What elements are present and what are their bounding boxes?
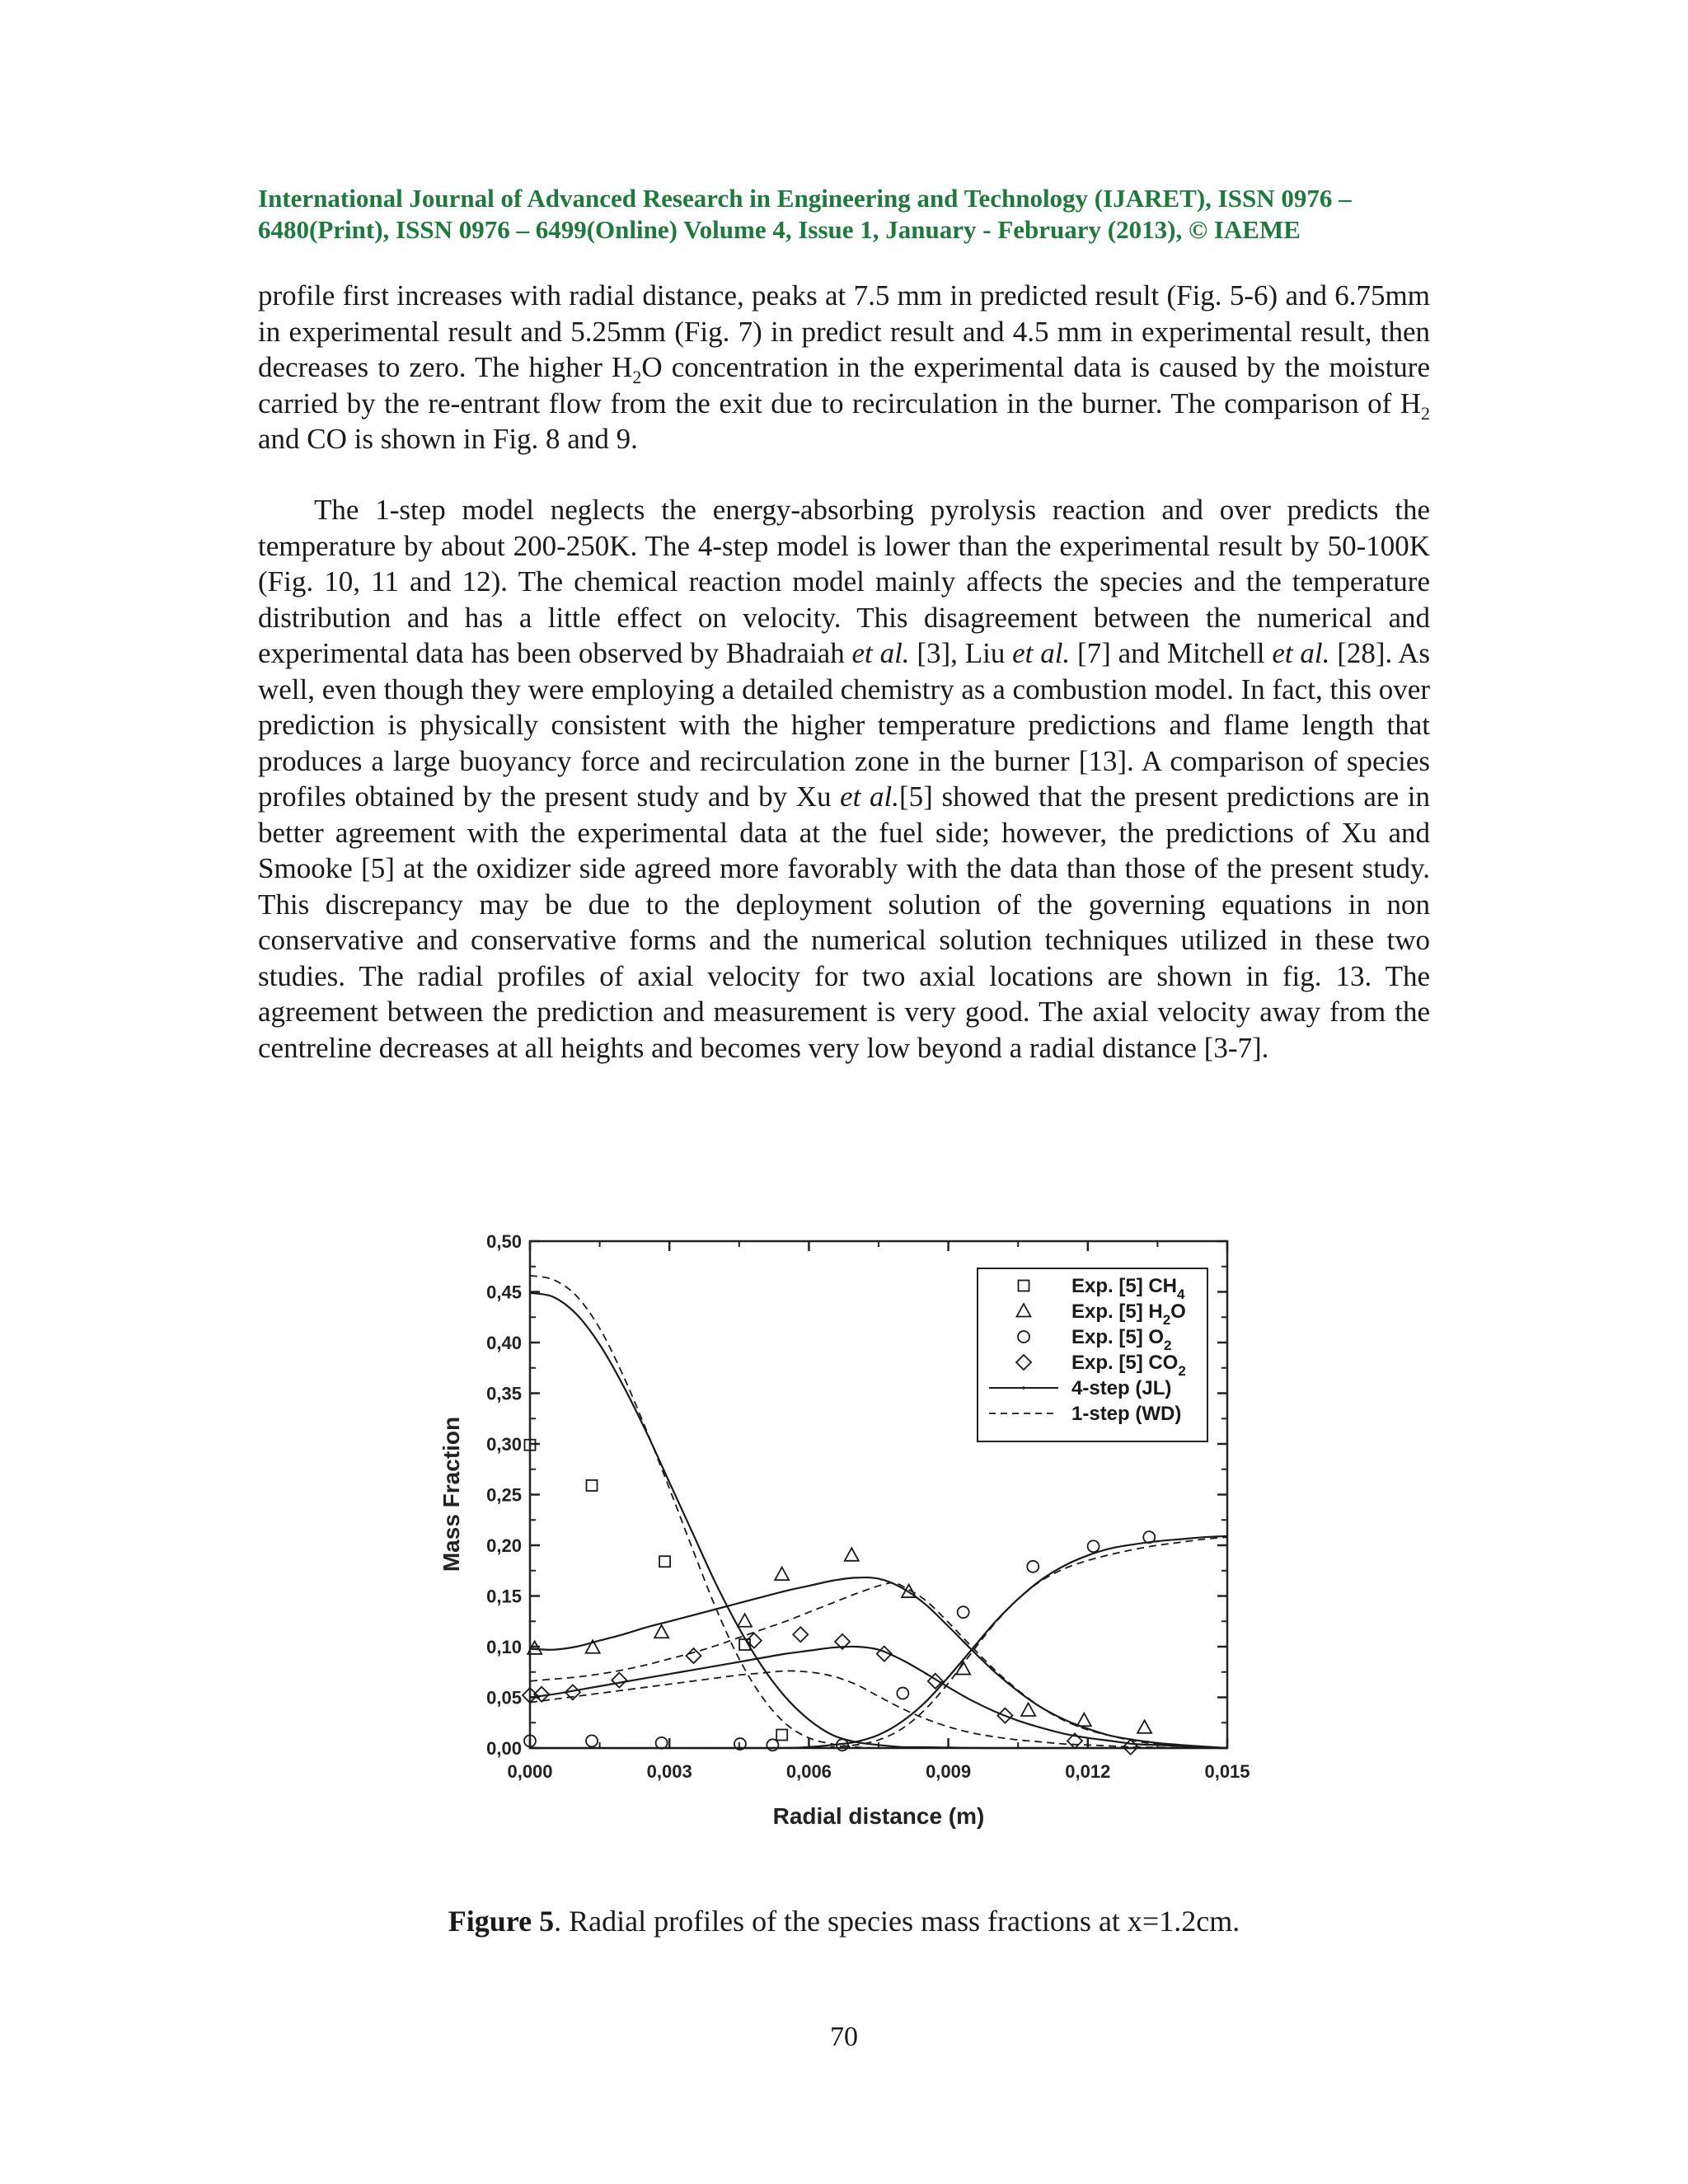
x-tick-label: 0,009	[926, 1761, 972, 1782]
x-tick-label: 0,003	[646, 1761, 692, 1782]
y-tick-label: 0,45	[486, 1282, 522, 1303]
legend-label: Exp. [5] $CO_2$	[1071, 1352, 1186, 1379]
marker-h2o	[1021, 1703, 1035, 1716]
marker-ch4	[659, 1556, 670, 1567]
journal-header	[258, 183, 1430, 246]
paragraph-2-part-b: [3], Liu	[909, 637, 1013, 669]
paragraph-2-part-d: [28]. As well, even though they were employing a detailed chemistry as a combustion model. In fact, this over prediction is physically consistent with the higher temperature predictions and flame length that produces a large buoyancy force and recirculation zone in the burner [13]. A comparison of species profiles obtained by the present study and by Xu	[258, 637, 1431, 813]
legend-label: Exp. [5] $O_2$	[1071, 1326, 1172, 1353]
paragraph-2-part-c: [7] and Mitchell	[1070, 637, 1273, 669]
y-axis-label: Mass Fraction	[438, 1416, 464, 1572]
chart-legend	[978, 1268, 1207, 1441]
marker-ch4	[776, 1730, 787, 1741]
marker-co2	[612, 1673, 626, 1688]
marker-o2	[1088, 1540, 1100, 1552]
marker-h2o	[654, 1625, 668, 1638]
mass-fraction-chart	[429, 1223, 1261, 1837]
y-tick-label: 0,30	[486, 1434, 522, 1455]
legend-label: Exp. [5] $H_2O$	[1071, 1301, 1186, 1328]
marker-o2	[1027, 1561, 1039, 1572]
curve-co2-1-step-wd	[530, 1671, 1227, 1748]
marker-h2o	[845, 1548, 859, 1561]
paragraph-2-part-a: The 1-step model neglects the energy-absorbing pyrolysis reaction and over predicts the temperature by about 200-250K. The 4-step model is lower than the experimental result by 50-100K (Fig. 10, 11 and 12). The chemical reaction model mainly affects the species and the temperature distribution and has a little effect on velocity. This disagreement between the numerical and experimental data has been observed by Bhadraiah	[258, 494, 1430, 669]
h2o-subscript: 2	[632, 367, 642, 387]
x-tick-label: 0,015	[1204, 1761, 1250, 1782]
citation-et-al-liu: et al.	[1012, 637, 1071, 669]
y-tick-label: 0,05	[486, 1687, 522, 1708]
marker-o2	[897, 1688, 908, 1699]
marker-o2	[1143, 1531, 1155, 1543]
y-tick-label: 0,50	[486, 1231, 522, 1252]
paragraph-1	[258, 278, 1430, 457]
citation-et-al-bhadraiah: et al.	[851, 637, 910, 669]
legend-line-dot	[1022, 1386, 1025, 1390]
curve-o2-1-step-wd	[530, 1537, 1227, 1748]
x-tick-label: 0,000	[507, 1761, 553, 1782]
paragraph-2-part-e: [5] showed that the present predictions are in better agreement with the experimental data at the fuel side; however, the predictions of Xu and Smooke [5] at the oxidizer side agreed more favorably with the data than those of the present study. This discrepancy may be due to the deployment solution of the governing equations in non conservative and conservative forms and the numerical solution techniques utilized in these two studies. The radial profiles of axial velocity for two axial locations are shown in fig. 13. The agreement between the prediction and measurement is very good. The axial velocity away from the centreline decreases at all heights and becomes very low beyond a radial distance [3-7].	[258, 780, 1430, 1064]
y-tick-label: 0,40	[486, 1333, 522, 1353]
paragraph-1-part-c: and CO is shown in Fig. 8 and 9.	[258, 423, 638, 455]
figure-caption	[0, 1904, 1688, 1938]
curve-co2-4-step-jl	[530, 1647, 1227, 1748]
figure-caption-label: Figure 5	[448, 1905, 555, 1938]
page-number: 70	[830, 2022, 858, 2052]
legend-label: 1-step (WD)	[1071, 1403, 1182, 1425]
marker-co2	[793, 1627, 808, 1642]
legend-label: 4-step (JL)	[1071, 1377, 1172, 1399]
y-tick-label: 0,00	[486, 1738, 522, 1759]
y-tick-label: 0,25	[486, 1484, 522, 1506]
marker-h2o	[738, 1614, 752, 1627]
marker-co2	[687, 1648, 701, 1663]
y-tick-label: 0,35	[486, 1383, 522, 1404]
paragraph-2	[258, 492, 1430, 1066]
experimental-markers	[523, 1440, 1155, 1755]
curve-h2o-1-step-wd	[530, 1583, 1227, 1749]
legend-label: Exp. [5] $CH_4$	[1071, 1275, 1185, 1302]
marker-o2	[958, 1606, 969, 1618]
paragraph-1-part-b: O concentration in the experimental data is caused by the moisture carried by the re-entrant flow from the exit due to recirculation in the burner. The comparison of H	[258, 351, 1430, 419]
figure-caption-text: . Radial profiles of the species mass fractions at x=1.2cm.	[554, 1905, 1240, 1938]
curve-o2-4-step-jl	[530, 1536, 1227, 1748]
marker-o2	[586, 1735, 598, 1746]
journal-header-line-1: International Journal of Advanced Research in Engineering and Technology (IJARET), ISSN 0976 –	[258, 184, 1352, 213]
y-tick-label: 0,10	[486, 1637, 522, 1657]
h2-subscript: 2	[1421, 402, 1430, 424]
x-tick-label: 0,006	[785, 1761, 832, 1782]
marker-h2o	[1077, 1713, 1091, 1727]
y-tick-label: 0,20	[486, 1535, 522, 1556]
x-tick-label: 0,012	[1065, 1761, 1111, 1782]
journal-header-line-2: 6480(Print), ISSN 0976 – 6499(Online) Volume 4, Issue 1, January - February (2013), © IAEME	[258, 215, 1301, 244]
curve-h2o-4-step-jl	[530, 1577, 1227, 1748]
paragraph-1-part-a: profile first increases with radial distance, peaks at 7.5 mm in predicted result (Fig. 5-6) and 6.75mm in experimental result and 5.25mm (Fig. 7) in predict result and 4.5 mm in experimental result, then decreases to zero. The higher H	[258, 279, 1430, 383]
citation-et-al-xu: et al.	[840, 780, 900, 813]
x-axis-label: Radial distance (m)	[772, 1803, 985, 1829]
citation-et-al-mitchell: et al.	[1272, 637, 1330, 669]
y-tick-label: 0,15	[486, 1586, 522, 1607]
marker-h2o	[775, 1568, 789, 1581]
marker-h2o	[1137, 1720, 1151, 1733]
marker-ch4	[587, 1480, 598, 1491]
